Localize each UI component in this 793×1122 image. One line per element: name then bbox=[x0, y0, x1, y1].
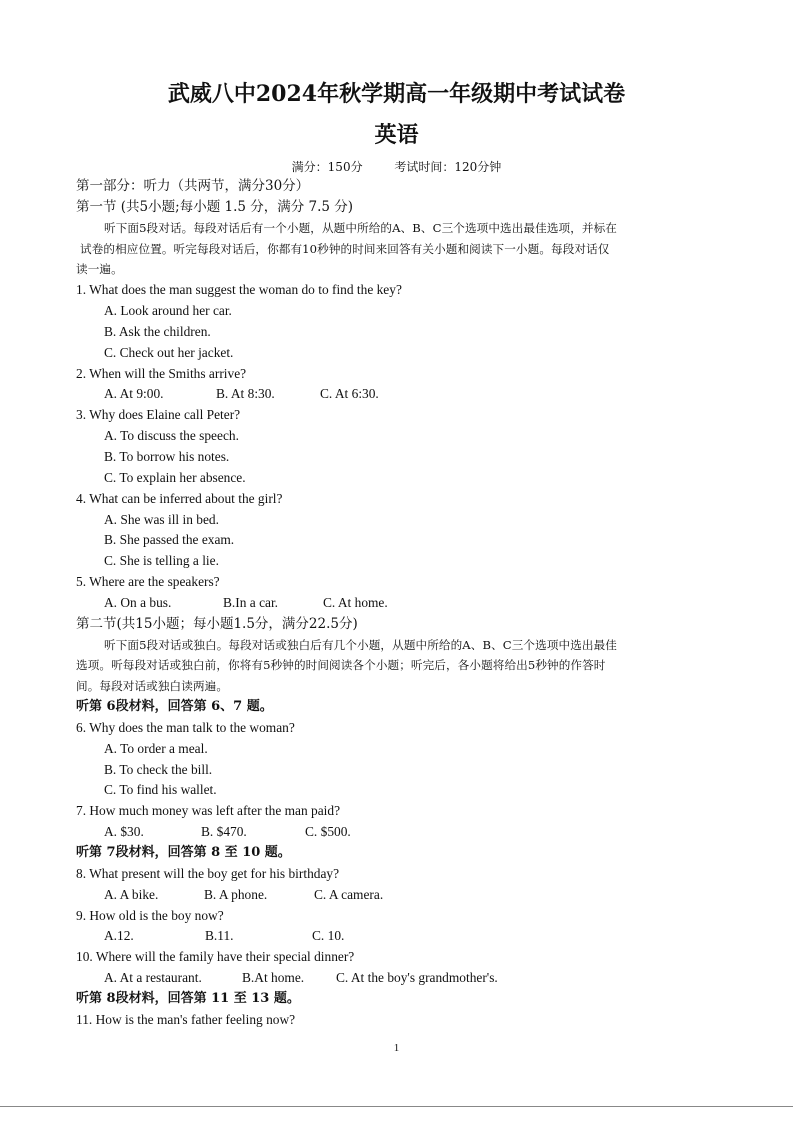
page-number: 1 bbox=[393, 1042, 400, 1054]
option-a: A. A bike. bbox=[104, 886, 159, 902]
option-a: A. She was ill in bed. bbox=[104, 511, 219, 527]
exam-time: 考试时间：120分钟 bbox=[394, 160, 502, 174]
section1-heading: 第一节 (共5小题;每小题 1.5 分，满分 7.5 分) bbox=[76, 198, 354, 215]
question-stem: 9. How old is the boy now? bbox=[76, 907, 224, 923]
question-stem: 10. Where will the family have their special dinner? bbox=[76, 949, 355, 965]
option-c: C. A camera. bbox=[314, 886, 384, 902]
question-stem: 8. What present will the boy get for his birthday? bbox=[76, 865, 340, 881]
option-a: A. On a bus. bbox=[104, 594, 172, 610]
option-c: C. To explain her absence. bbox=[104, 469, 246, 485]
option-b: B. Ask the children. bbox=[104, 323, 211, 339]
options-row bbox=[76, 384, 724, 405]
option-a: A. Look around her car. bbox=[104, 303, 232, 319]
options-row bbox=[76, 822, 724, 843]
material-heading: 听第 6段材料，回答第 6、7 题。 bbox=[76, 699, 273, 715]
option-b: B. To check the bill. bbox=[104, 761, 213, 777]
option-a: A. To order a meal. bbox=[104, 740, 208, 756]
option-a: A. At 9:00. bbox=[104, 386, 164, 402]
question-stem: 7. How much money was left after the man paid? bbox=[76, 803, 341, 819]
exam-title: 武威八中2024年秋学期高一年级期中考试试卷 bbox=[167, 81, 626, 107]
option-b: B. $470. bbox=[201, 824, 247, 840]
section1-instructions-line1: 听下面5段对话。每段对话后有一个小题，从题中所给的A、B、C三个选项中选出最佳选项，并标在 bbox=[104, 220, 617, 235]
question-stem: 4. What can be inferred about the girl? bbox=[76, 490, 283, 506]
option-b: B.At home. bbox=[242, 970, 305, 986]
option-b: B.In a car. bbox=[223, 594, 279, 610]
option-a: A. At a restaurant. bbox=[104, 970, 202, 986]
option-a: A. To discuss the speech. bbox=[104, 428, 239, 444]
part1-heading: 第一部分：听力（共两节，满分30分） bbox=[76, 178, 310, 194]
options-row bbox=[76, 593, 724, 614]
section2-instructions-line2: 选项。听每段对话或独白前，你将有5秒钟的时间阅读各个小题；听完后，各小题将给出5秒钟的作答时 bbox=[76, 658, 606, 673]
subject-title: 英语 bbox=[374, 122, 419, 148]
section1-instructions-line3: 读一遍。 bbox=[76, 262, 123, 277]
option-c: C. At 6:30. bbox=[320, 386, 379, 402]
option-b: B. To borrow his notes. bbox=[104, 448, 230, 464]
option-c: C. Check out her jacket. bbox=[104, 344, 234, 360]
option-b: B.11. bbox=[205, 928, 234, 944]
option-b: B. A phone. bbox=[204, 886, 268, 902]
question-stem: 1. What does the man suggest the woman do to find the key? bbox=[76, 282, 402, 298]
option-b: B. At 8:30. bbox=[216, 386, 275, 402]
section1-instructions-line2: 试卷的相应位置。听完每段对话后，你都有10秒钟的时间来回答有关小题和阅读下一小题。每段对话仅 bbox=[80, 241, 610, 256]
option-c: C. 10. bbox=[312, 928, 345, 944]
option-c: C. At home. bbox=[323, 594, 388, 610]
section2-instructions-line1: 听下面5段对话或独白。每段对话或独白后有几个小题，从题中所给的A、B、C三个选项中选出最佳 bbox=[104, 637, 617, 652]
option-c: C. At the boy's grandmother's. bbox=[336, 970, 498, 986]
option-c: C. $500. bbox=[305, 824, 351, 840]
exam-info bbox=[0, 158, 793, 175]
question-stem: 11. How is the man's father feeling now? bbox=[76, 1011, 296, 1027]
section2-instructions-line3: 间。每段对话或独白读两遍。 bbox=[76, 679, 229, 694]
full-score: 满分：150分 bbox=[291, 160, 363, 174]
options-row bbox=[76, 926, 724, 947]
question-stem: 5. Where are the speakers? bbox=[76, 574, 220, 590]
option-a: A. $30. bbox=[104, 824, 144, 840]
option-b: B. She passed the exam. bbox=[104, 532, 235, 548]
page-bottom-divider bbox=[0, 1106, 793, 1107]
option-c: C. To find his wallet. bbox=[104, 782, 217, 798]
options-row bbox=[76, 885, 724, 906]
options-row bbox=[76, 968, 724, 989]
material-heading: 听第 8段材料，回答第 11 至 13 题。 bbox=[76, 990, 300, 1006]
question-stem: 2. When will the Smiths arrive? bbox=[76, 365, 247, 381]
material-heading: 听第 7段材料，回答第 8 至 10 题。 bbox=[76, 845, 291, 860]
option-a: A.12. bbox=[104, 928, 134, 944]
question-stem: 6. Why does the man talk to the woman? bbox=[76, 719, 295, 735]
option-c: C. She is telling a lie. bbox=[104, 553, 219, 569]
section2-heading: 第二节(共15小题；每小题1.5分，满分22.5分) bbox=[76, 615, 358, 632]
exam-content bbox=[76, 176, 724, 1031]
question-stem: 3. Why does Elaine call Peter? bbox=[76, 407, 241, 423]
